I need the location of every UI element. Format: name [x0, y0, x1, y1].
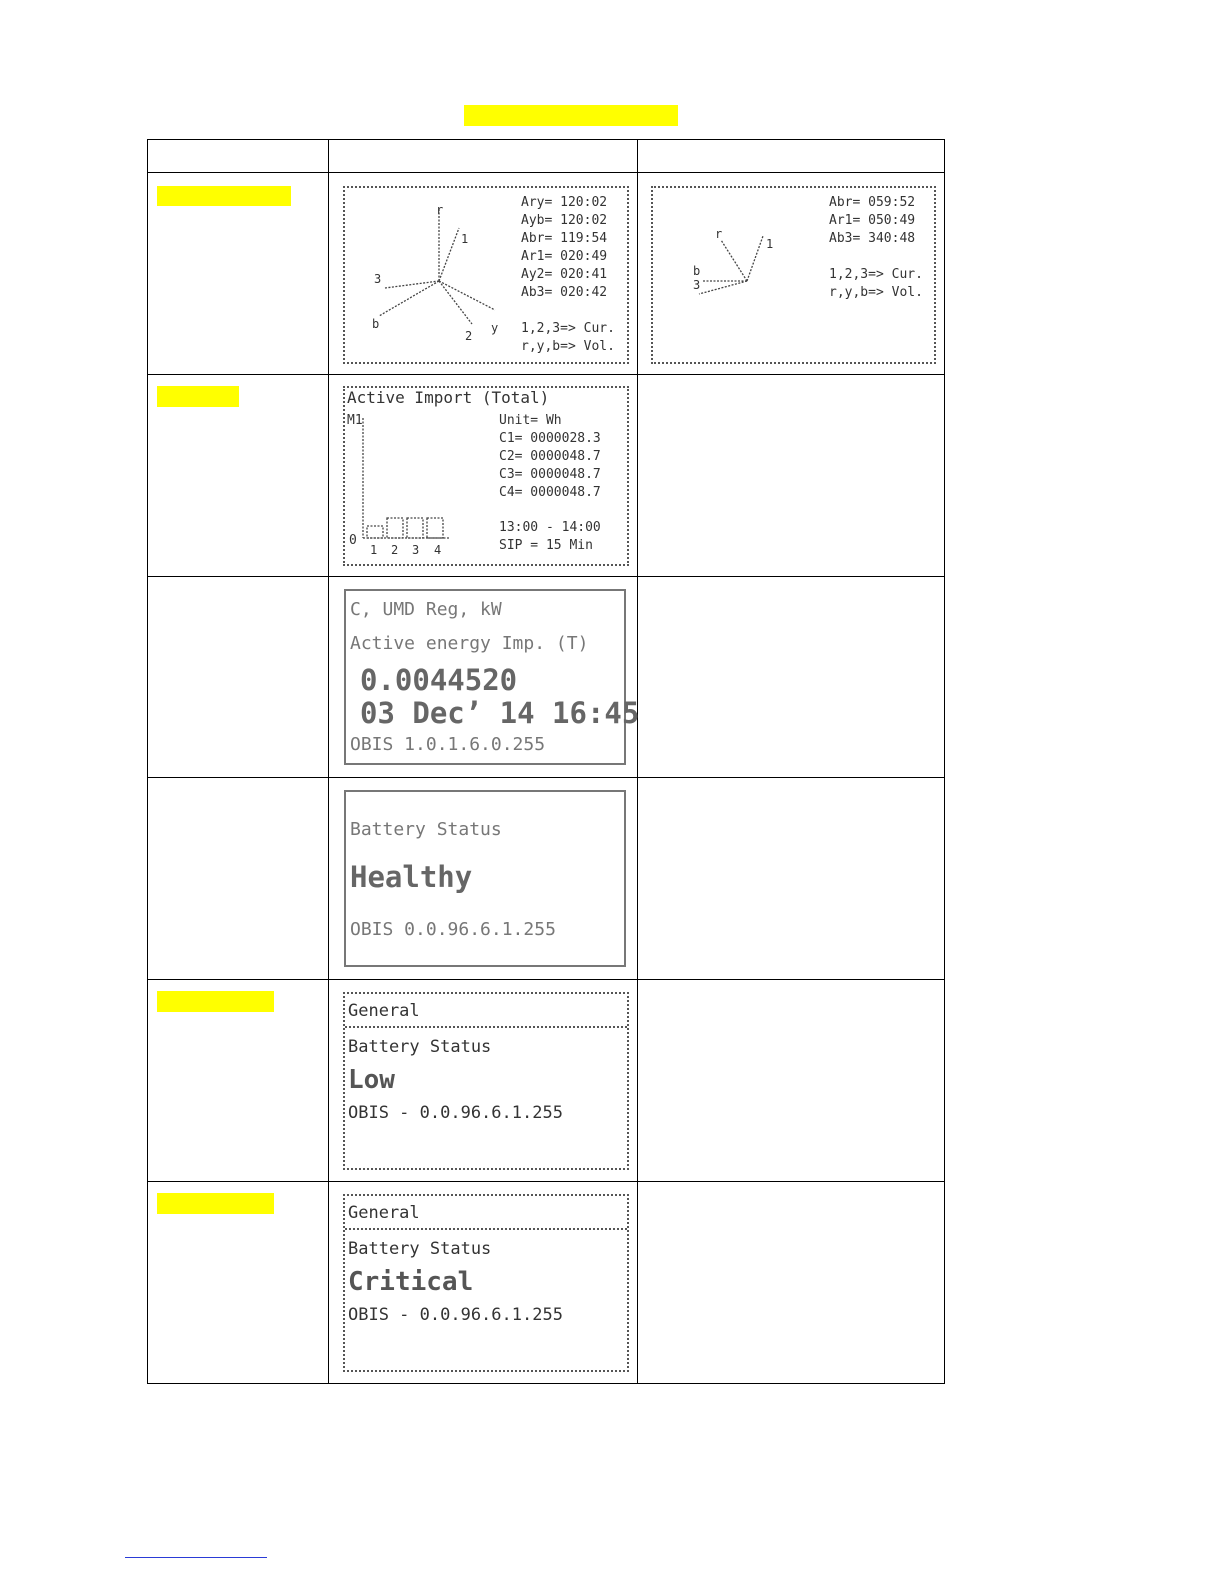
time-range: 13:00 - 14:00: [499, 520, 601, 535]
legend-voltage: r,y,b=> Vol.: [829, 285, 923, 300]
phasor-lcd-1: [343, 186, 629, 364]
display-table: [147, 139, 945, 1384]
sip-label: SIP = 15 Min: [499, 538, 593, 553]
menu-header: General: [348, 1203, 420, 1223]
highlighted-label: [157, 991, 274, 1012]
legend-current: 1,2,3=> Cur.: [521, 321, 615, 336]
phasor-label-b: b: [693, 264, 701, 278]
obis-code: OBIS - 0.0.96.6.1.255: [348, 1305, 563, 1325]
header-divider: [345, 1026, 627, 1028]
legend-current: 1,2,3=> Cur.: [829, 267, 923, 282]
table-row: [148, 980, 945, 1182]
obis-code: OBIS - 0.0.96.6.1.255: [348, 1103, 563, 1123]
table-row: [148, 173, 945, 375]
bar-3: [407, 518, 423, 538]
angle-readout-3: Abr= 119:54: [521, 231, 608, 246]
angle-readout-4: Ar1= 020:49: [521, 249, 608, 264]
phasor-label-r: r: [715, 227, 723, 241]
table-header-row: [148, 140, 945, 173]
angle-readout-2: Ar1= 050:49: [829, 213, 916, 228]
bar-label-3: 3: [412, 543, 420, 557]
highlighted-label: [157, 1193, 274, 1214]
register-title: C, UMD Reg, kW: [350, 599, 502, 620]
angle-readout-2: Ayb= 120:02: [521, 213, 608, 228]
angle-readout-3: Ab3= 340:48: [829, 231, 916, 246]
y-axis-label: M1: [347, 413, 363, 428]
display-cell: [329, 1182, 638, 1384]
angle-readout-6: Ab3= 020:42: [521, 285, 608, 300]
display-cell: [329, 980, 638, 1182]
label-cell: [148, 577, 329, 778]
header-cell: [329, 140, 638, 173]
empty-cell: [638, 577, 945, 778]
battery-low-lcd: [343, 992, 629, 1170]
bar-4: [427, 518, 443, 538]
phasor-label-r: r: [436, 203, 444, 217]
phasor-label-y: y: [491, 321, 499, 335]
battery-status-value: Healthy: [350, 860, 473, 894]
umd-lcd: [344, 589, 640, 765]
angle-readout-1: Ary= 120:02: [521, 195, 608, 210]
register-c3: C3= 0000048.7: [499, 467, 601, 482]
register-value: 0.0044520: [360, 663, 518, 697]
obis-code: OBIS 1.0.1.6.0.255: [350, 734, 546, 755]
battery-status-label: Battery Status: [348, 1239, 492, 1259]
obis-code: OBIS 0.0.96.6.1.255: [350, 919, 556, 940]
screen-title: Active Import (Total): [347, 388, 550, 407]
highlighted-label: [157, 186, 291, 206]
display-cell: [329, 173, 638, 375]
battery-healthy-lcd: [344, 790, 626, 967]
bar-label-4: 4: [434, 543, 442, 557]
table-row: [148, 375, 945, 577]
phasor-lcd-2: [651, 186, 936, 364]
display-cell: [638, 173, 945, 375]
register-datetime: 03 Dec’ 14 16:45: [360, 696, 640, 730]
active-import-lcd: [343, 386, 629, 566]
zero-label: 0: [349, 533, 357, 548]
header-cell: [148, 140, 329, 173]
empty-cell: [638, 980, 945, 1182]
angle-readout-1: Abr= 059:52: [829, 195, 916, 210]
footnote-link-line: [125, 1557, 267, 1558]
bar-label-2: 2: [391, 543, 399, 557]
highlighted-label: [157, 386, 239, 407]
menu-header: General: [348, 1001, 420, 1021]
register-c1: C1= 0000028.3: [499, 431, 601, 446]
unit-label: Unit= Wh: [499, 413, 562, 428]
register-c2: C2= 0000048.7: [499, 449, 601, 464]
battery-status-value: Critical: [348, 1267, 474, 1297]
highlighted-heading: [464, 105, 678, 126]
battery-status-label: Battery Status: [350, 819, 502, 840]
table-row: [148, 778, 945, 980]
empty-cell: [638, 1182, 945, 1384]
header-cell: [638, 140, 945, 173]
register-c4: C4= 0000048.7: [499, 485, 601, 500]
label-cell: [148, 173, 329, 375]
label-cell: [148, 980, 329, 1182]
battery-status-label: Battery Status: [348, 1037, 492, 1057]
bar-2: [387, 518, 403, 538]
empty-cell: [638, 778, 945, 980]
phasor-label-3: 3: [693, 278, 701, 292]
battery-critical-lcd: [343, 1194, 629, 1372]
header-divider: [345, 1228, 627, 1230]
bar-1: [367, 526, 383, 538]
table-row: [148, 1182, 945, 1384]
phasor-label-2: 2: [465, 329, 473, 343]
angle-readout-5: Ay2= 020:41: [521, 267, 608, 282]
label-cell: [148, 1182, 329, 1384]
display-cell: [329, 577, 638, 778]
label-cell: [148, 778, 329, 980]
display-cell: [329, 375, 638, 577]
label-cell: [148, 375, 329, 577]
battery-status-value: Low: [348, 1065, 395, 1095]
table-row: [148, 577, 945, 778]
phasor-label-b: b: [372, 317, 380, 331]
empty-cell: [638, 375, 945, 577]
display-cell: [329, 778, 638, 980]
register-subtitle: Active energy Imp. (T): [350, 633, 589, 654]
phasor-label-1: 1: [461, 232, 469, 246]
bar-label-1: 1: [370, 543, 378, 557]
legend-voltage: r,y,b=> Vol.: [521, 339, 615, 354]
phasor-label-3: 3: [374, 272, 382, 286]
phasor-label-1: 1: [766, 237, 774, 251]
